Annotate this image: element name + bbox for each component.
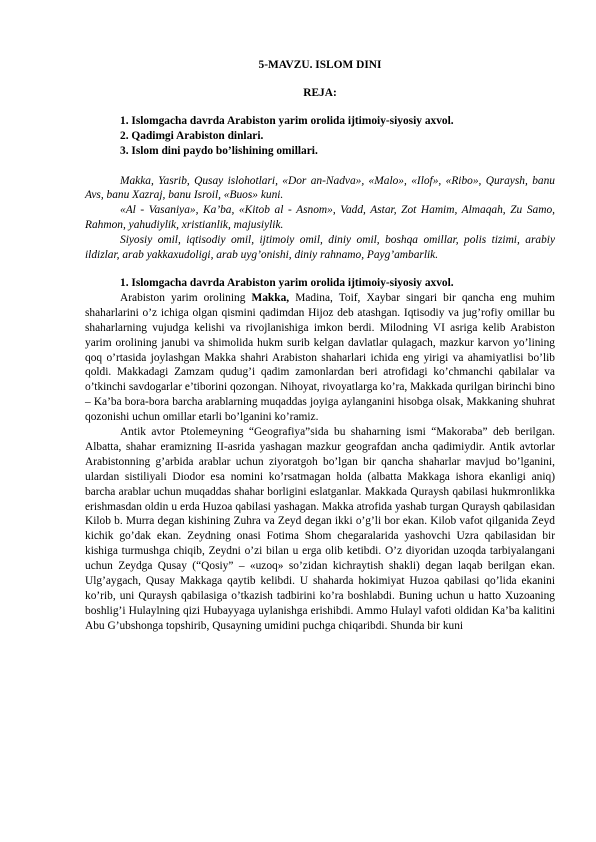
section-heading: 1. Islomgacha davrda Arabiston yarim orolida ijtimoiy-siyosiy axvol. [120,276,454,289]
body-paragraph: Antik avtor Ptolemeyning “Geografiya”sida bu shaharning ismi “Makoraba” deb berilgan. Albatta, shahar eramizning II-asrida yashagan mazkur geografdan ancha qadimiydir. Antik avtorlar Arabistonning g’arbida arablar uchun ziyoratgoh bo’lgan bir qancha shaharlar mavjud bo’lganini, ulardan sistiliyali Diodor esa nomini ko’rsatmagan holda (albatta Makkaga ishora ekanligi aniq) barcha arablar uchun muqaddas shahar borligini eslatganlar. Makkada Quraysh qabilasi hukmronlikka erishmasdan oldin u erda Huzoa qabilasi yashagan. Makka atrofida yashab turgan Quraysh qabilasidan Kilob b. Murra degan kishining Zuhra va Zeyd degan ikki o’g’li bor ekan. Kilob vafot qilganida Zeyd kichik go’dak ekan. Zeydning onasi Fotima Shom chegaralarida yashovchi Uzra qabilasidan bir kishiga turmushga chiqib, Zeydni o’zi bilan u erga olib ketibdi. O’z diyoridan uzoqda tarbiyalangani uchun Zeydga Qusay (“Qosiy” – «uzoq» so’zidan kichraytish shakli) degan laqab berilgan ekan. Ulg’aygach, Qusay Makkaga qaytib kelibdi. U shaharda hokimiyat Huzoa qabilasi qo’lida ekanini ko’rib, uni Quraysh qabilasiga o’tkazish tadbirini ko’ra boshlabdi. Buning uchun u hatto Xuzoaning boshlig’i Hulaylning qizi Hubayyaga uylanishga erishibdi. Ammo Hulayl vafoti oldidan Ka’ba kalitini Abu G’ubshonga topshirib, Qusayning umidini puchga chiqaribdi. Shunda bir kuni [85,426,555,632]
plan-heading: REJA: [303,86,337,99]
plan-item: 2. Qadimgi Arabiston dinlari. [120,129,264,142]
keywords-paragraph: «Al - Vasaniya», Ka’ba, «Kitob al - Asnom», Vadd, Astar, Zot Hamim, Almaqah, Zu Samo, Rahmon, yahudiylik, xristianlik, majusiylik. [85,204,555,232]
keywords-paragraph: Siyosiy omil, iqtisodiy omil, ijtimoiy omil, diniy omil, boshqa omillar, polis tizimi, arabiy ildizlar, arab yakkaxudoligi, arab uyg’onishi, diniy rahnamo, Payg’ambarlik. [85,234,555,262]
paragraph-lead: Arabiston yarim orolining [120,291,252,304]
keywords-paragraph: Makka, Yasrib, Qusay islohotlari, «Dor an-Nadva», «Malo», «Ilof», «Ribo», Quraysh, banu Avs, banu Xazraj, banu Isroil, «Buos» kuni. [85,174,555,202]
plan-item: 3. Islom dini paydo bo’lishining omillari. [120,144,318,157]
plan-item: 1. Islomgacha davrda Arabiston yarim orolida ijtimoiy-siyosiy axvol. [120,114,454,127]
page-title: 5-MAVZU. ISLOM DINI [258,59,382,71]
body-paragraph [85,291,555,425]
plan-list [85,114,555,159]
paragraph-rest: Madina, Toif, Xaybar singari bir qancha eng muhim shaharlarini o’z ichiga olgan qismini qadimdan Hijoz deb atashgan. Iqtisodiy va jug’rofiy omillar bu shaharlarning vujudga kelishi va rivojlanishiga imkon berdi. Milodning VI asriga kelib Arabiston yarim orolining janubi va shimolida hukm surib kelgan davlatlar qulagach, mazkur karvon yo’lining qoq o’rtasida joylashgan Makka shahri Arabiston shaharlari ichida eng yirigi va ahamiyatlisi bo’lib qoldi. Makkadagi Zamzam qudug’i qadim zamonlardan beri atrofidagi ko’chmanchi qabilalar va o’tkinchi savdogarlar e’tiborini qozongan. Nihoyat, rivoyatlarga ko’ra, Makkada qurilgan birinchi bino – Ka’ba bora-bora barcha arablarning muqaddas joyiga aylanganini hisobga olsak, Makkaning shuhrat qozonishi uchun omillar etarli bo’lganini ko’ramiz. [85,291,555,424]
keywords-block [85,174,555,263]
paragraph-bold: Makka, [251,291,290,304]
